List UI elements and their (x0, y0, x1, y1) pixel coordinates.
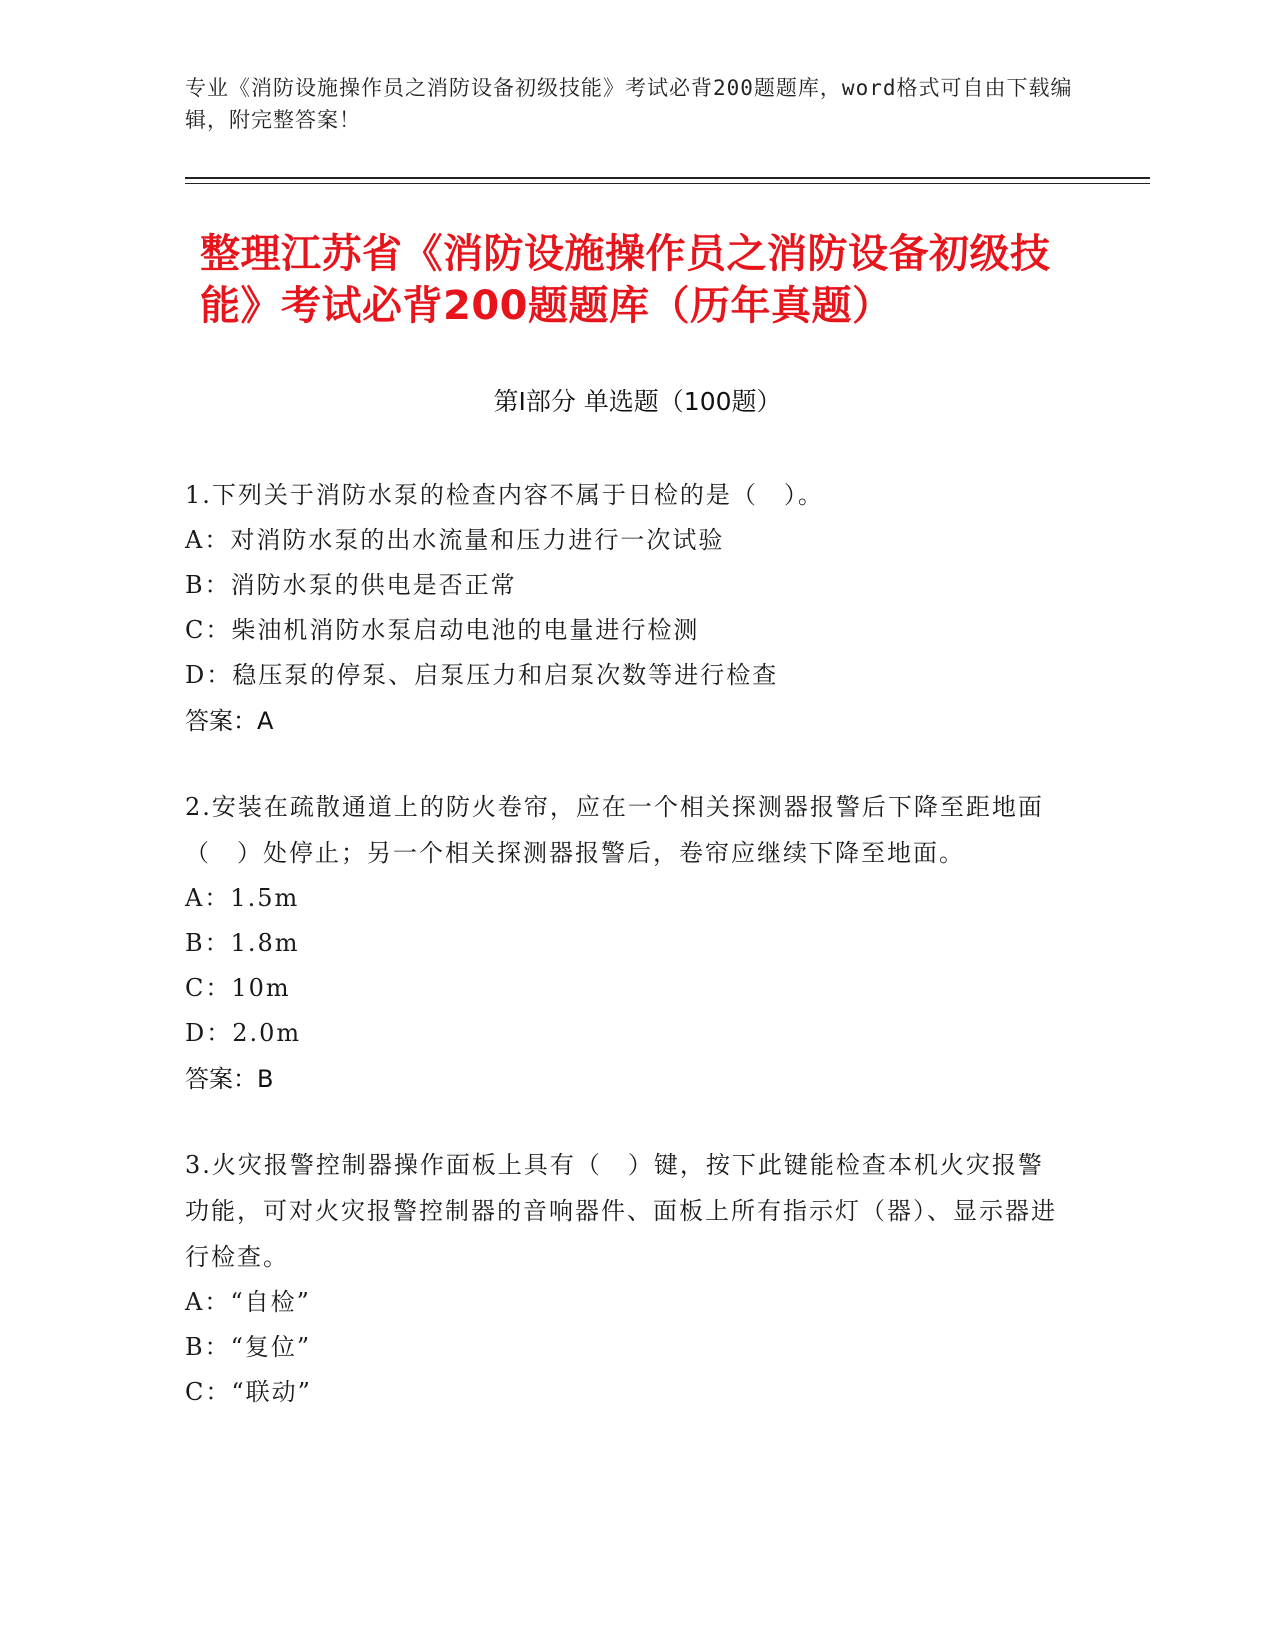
question-stem: 3.火灾报警控制器操作面板上具有（ ）键，按下此键能检查本机火灾报警功能，可对火灾报警控制器的音响器件、面板上所有指示灯（器）、显示器进行检查。 (185, 1151, 1057, 1271)
question-item (185, 472, 1065, 744)
header-divider-thin (185, 183, 1150, 184)
header-note: 专业《消防设施操作员之消防设备初级技能》考试必背200题题库，word格式可自由下载编辑，附完整答案！ (185, 76, 1073, 132)
answer-line: 答案：A (185, 707, 274, 735)
option-a: A：对消防水泵的出水流量和压力进行一次试验 (185, 526, 725, 554)
question-item (185, 784, 1065, 1102)
option-b: B：消防水泵的供电是否正常 (185, 571, 517, 599)
option-c: C：柴油机消防水泵启动电池的电量进行检测 (185, 616, 700, 644)
option-b: B：“复位” (185, 1333, 312, 1361)
option-d: D：2.0m (185, 1019, 302, 1047)
question-item (185, 1142, 1065, 1415)
question-stem: 1.下列关于消防水泵的检查内容不属于日检的是（ ）。 (185, 481, 824, 509)
header-divider-thick (185, 177, 1150, 179)
option-a: A：“自检” (185, 1288, 311, 1316)
question-list (185, 472, 1065, 1455)
question-stem: 2.安装在疏散通道上的防火卷帘，应在一个相关探测器报警后下降至距地面（ ）处停止；另一个相关探测器报警后，卷帘应继续下降至地面。 (185, 793, 1044, 867)
option-c: C：10m (185, 974, 291, 1002)
option-a: A：1.5m (185, 884, 300, 912)
option-d: D：稳压泵的停泵、启泵压力和启泵次数等进行检查 (185, 661, 779, 689)
section-heading: 第I部分 单选题（100题） (493, 387, 782, 416)
option-b: B：1.8m (185, 929, 300, 957)
document-title: 整理江苏省《消防设施操作员之消防设备初级技能》考试必背200题题库（历年真题） (200, 231, 1051, 329)
option-c: C：“联动” (185, 1378, 312, 1406)
answer-line: 答案：B (185, 1065, 274, 1093)
